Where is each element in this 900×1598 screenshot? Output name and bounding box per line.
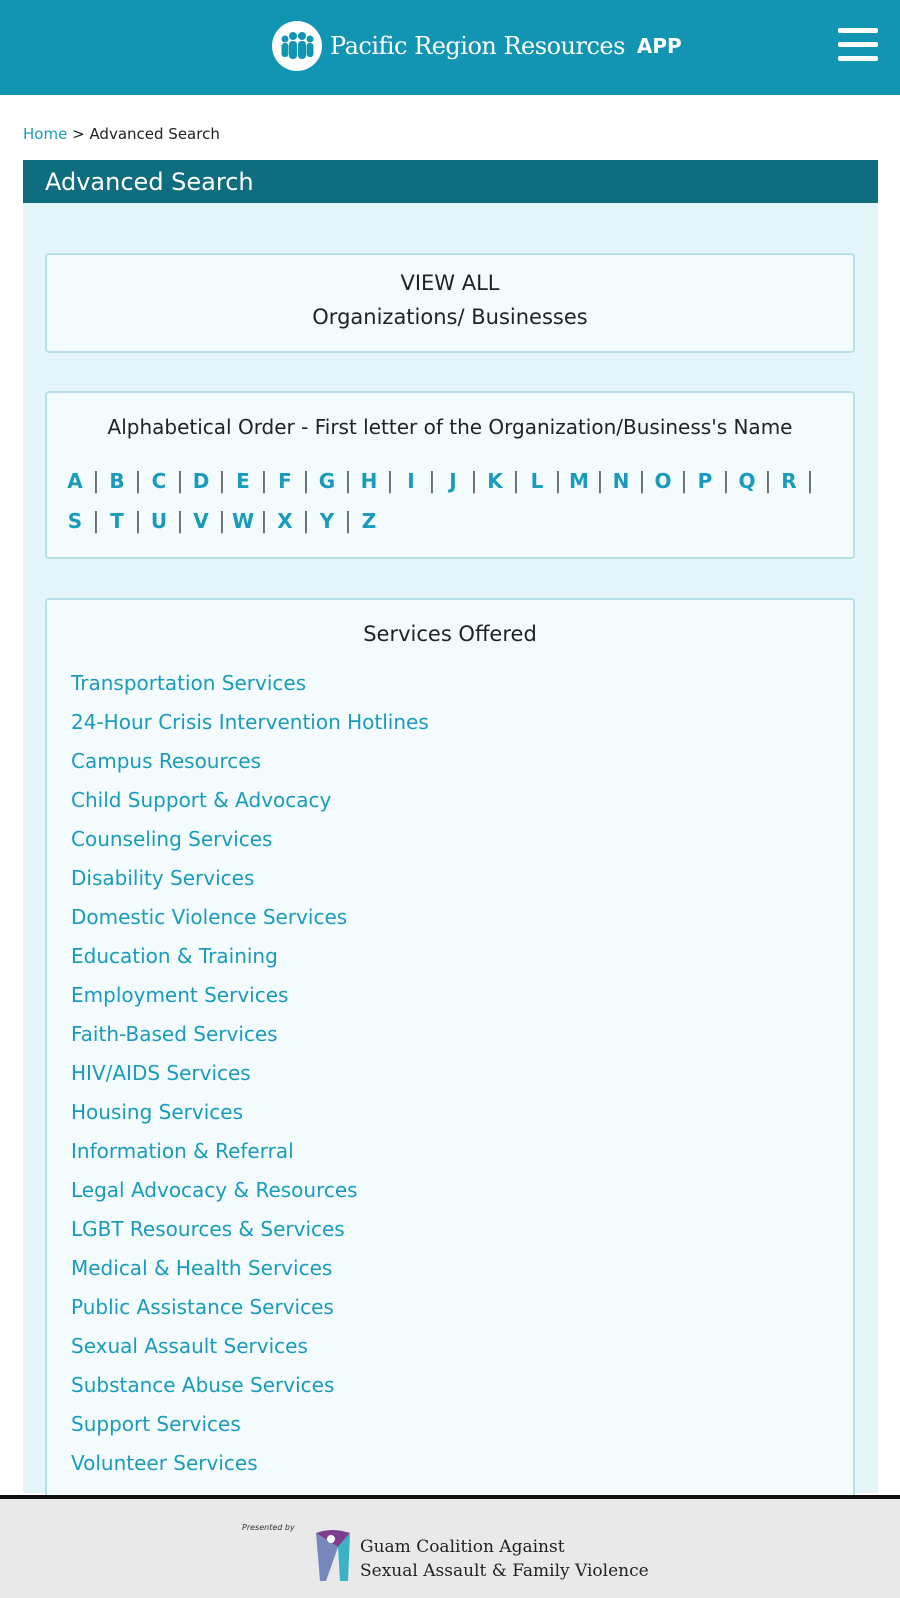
letter-separator: | [596, 468, 604, 494]
letter-separator: | [176, 468, 184, 494]
page-title: Advanced Search [23, 160, 878, 203]
view-all-label: VIEW ALL [400, 271, 500, 295]
letter-link[interactable]: C [151, 469, 167, 493]
letter-link[interactable]: N [612, 469, 630, 493]
service-link[interactable]: Legal Advocacy & Resources [71, 1178, 358, 1202]
breadcrumb [23, 125, 220, 143]
letter-link[interactable]: I [407, 469, 415, 493]
letter-link[interactable]: W [231, 509, 255, 533]
letter-link[interactable]: U [150, 509, 168, 533]
services-card [45, 598, 855, 1498]
letter-separator: | [806, 468, 814, 494]
brand[interactable] [272, 18, 682, 74]
letter-separator: | [554, 468, 562, 494]
letter-link[interactable]: T [110, 509, 124, 533]
footer-org-line1: Guam Coalition Against [360, 1537, 565, 1557]
service-link[interactable]: Domestic Violence Services [71, 905, 348, 929]
letter-separator: | [386, 468, 394, 494]
letter-separator: | [134, 508, 142, 534]
letter-link[interactable]: R [781, 469, 797, 493]
letter-separator: | [680, 468, 688, 494]
brand-name: Pacific Region Resources [330, 32, 625, 60]
letter-link[interactable]: B [109, 469, 125, 493]
hamburger-menu-icon[interactable] [838, 28, 878, 62]
view-all-button[interactable] [45, 253, 855, 353]
letter-link[interactable]: X [277, 509, 293, 533]
letter-separator: | [302, 468, 310, 494]
letter-link[interactable]: H [360, 469, 378, 493]
service-link[interactable]: Education & Training [71, 944, 278, 968]
service-link[interactable]: Employment Services [71, 983, 289, 1007]
letter-separator: | [92, 508, 100, 534]
breadcrumb-separator: > [72, 125, 85, 143]
service-link[interactable]: Counseling Services [71, 827, 273, 851]
letter-link[interactable]: Y [319, 509, 335, 533]
service-link[interactable]: Public Assistance Services [71, 1295, 334, 1319]
letter-separator: | [134, 468, 142, 494]
service-link[interactable]: Support Services [71, 1412, 241, 1436]
letter-link[interactable]: M [569, 469, 589, 493]
breadcrumb-home-link[interactable]: Home [23, 125, 68, 143]
service-link[interactable]: Faith-Based Services [71, 1022, 278, 1046]
letter-row [61, 461, 821, 501]
coalition-logo-icon [312, 1525, 354, 1583]
letter-separator: | [302, 508, 310, 534]
letter-index [61, 461, 821, 541]
footer-org-name[interactable] [360, 1535, 649, 1583]
letter-separator: | [218, 508, 226, 534]
services-heading: Services Offered [363, 622, 537, 646]
services-list [47, 664, 853, 1483]
letter-separator: | [722, 468, 730, 494]
service-link[interactable]: Volunteer Services [71, 1451, 258, 1475]
people-group-icon [272, 21, 322, 71]
letter-link[interactable]: G [318, 469, 336, 493]
letter-separator: | [428, 468, 436, 494]
letter-separator: | [260, 508, 268, 534]
service-link[interactable]: Housing Services [71, 1100, 243, 1124]
letter-separator: | [638, 468, 646, 494]
letter-link[interactable]: Z [361, 509, 377, 533]
breadcrumb-current: Advanced Search [89, 125, 220, 143]
service-link[interactable]: Medical & Health Services [71, 1256, 333, 1280]
service-link[interactable]: Campus Resources [71, 749, 261, 773]
footer-org-line2: Sexual Assault & Family Violence [360, 1561, 649, 1581]
service-link[interactable]: Child Support & Advocacy [71, 788, 332, 812]
service-link[interactable]: Information & Referral [71, 1139, 294, 1163]
letter-separator: | [344, 468, 352, 494]
service-link[interactable]: Sexual Assault Services [71, 1334, 308, 1358]
letter-separator: | [176, 508, 184, 534]
brand-suffix: APP [636, 34, 682, 58]
letter-separator: | [512, 468, 520, 494]
alphabetical-heading: Alphabetical Order - First letter of the Organization/Business's Name [107, 415, 793, 439]
view-all-sublabel: Organizations/ Businesses [312, 305, 588, 329]
letter-link[interactable]: P [697, 469, 713, 493]
letter-separator: | [92, 468, 100, 494]
letter-link[interactable]: A [67, 469, 83, 493]
letter-link[interactable]: L [530, 469, 544, 493]
letter-link[interactable]: D [192, 469, 210, 493]
letter-separator: | [470, 468, 478, 494]
letter-link[interactable]: J [449, 469, 457, 493]
letter-separator: | [764, 468, 772, 494]
letter-link[interactable]: F [278, 469, 292, 493]
letter-link[interactable]: O [654, 469, 672, 493]
letter-separator: | [218, 468, 226, 494]
letter-link[interactable]: V [193, 509, 209, 533]
letter-link[interactable]: K [487, 469, 503, 493]
service-link[interactable]: HIV/AIDS Services [71, 1061, 251, 1085]
service-link[interactable]: Disability Services [71, 866, 255, 890]
presented-by-label: Presented by [242, 1523, 295, 1532]
alphabetical-index-card [45, 391, 855, 559]
letter-link[interactable]: Q [738, 469, 756, 493]
letter-separator: | [260, 468, 268, 494]
service-link[interactable]: 24-Hour Crisis Intervention Hotlines [71, 710, 429, 734]
footer [0, 1495, 900, 1598]
service-link[interactable]: Transportation Services [71, 671, 307, 695]
letter-link[interactable]: E [236, 469, 250, 493]
advanced-search-panel [23, 203, 878, 1493]
service-link[interactable]: Substance Abuse Services [71, 1373, 335, 1397]
letter-separator: | [344, 508, 352, 534]
top-bar [0, 0, 900, 95]
letter-link[interactable]: S [67, 509, 83, 533]
service-link[interactable]: LGBT Resources & Services [71, 1217, 345, 1241]
letter-row [61, 501, 821, 541]
